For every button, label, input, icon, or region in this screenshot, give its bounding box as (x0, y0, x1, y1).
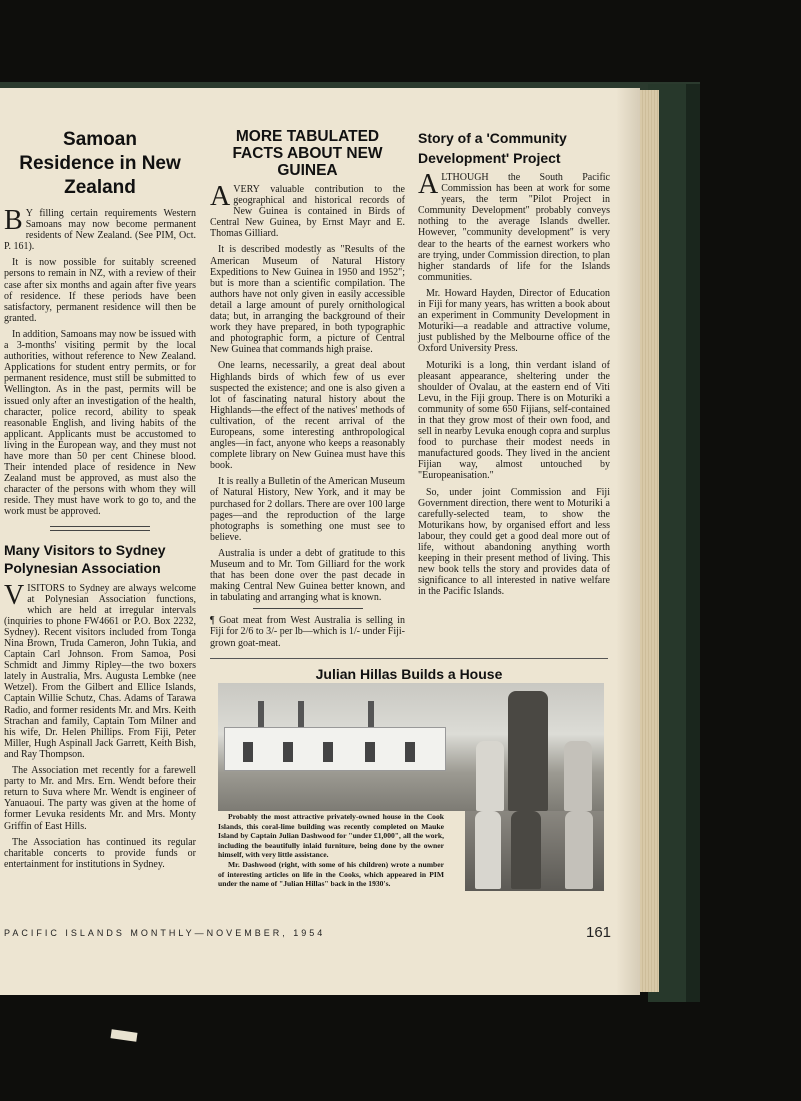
article-paragraph: The Association has continued its regular charitable concerts to provide funds or entertainment for institutions in Sydney. (4, 836, 196, 870)
man-figure (508, 691, 548, 811)
page-edges (637, 90, 659, 992)
caption-paragraph: Probably the most attractive privately-owned house in the Cook Islands, this coral-lime building was recently completed on Mauke Island by Captain Julian Dashwood for "under £1,000", all the work, including the beautifully inlaid furniture, being done by the owner himself, with very little assistance. (218, 812, 444, 860)
page-footer-masthead: PACIFIC ISLANDS MONTHLY—NOVEMBER, 1954 (4, 928, 326, 938)
coral-lime-house (224, 727, 446, 771)
child-figure (564, 741, 592, 811)
section-rule (50, 526, 150, 527)
house-photograph (218, 683, 604, 811)
drop-cap: A (210, 181, 231, 212)
child-figure (475, 811, 501, 889)
article-paragraph: ALTHOUGH the South Pacific Commission has been at work for some years, the term "Pilot Project in Community Development" probably conveys nothing to the average Islands dweller. However, "community development" is very dear to the hearts of the earnest workers who are trying, under Commission direction, to plan higher standards of life for the Islands communities. (418, 169, 610, 283)
headline-tabulated-facts: MORE TABULATED FACTS ABOUT NEW GUINEA (232, 128, 383, 179)
article-paragraph: In addition, Samoans may now be issued with a 3-months' visiting permit by the local authorities, without reference to New Zealand. Applications for student entry permits, or for permanent residence, must still be submitted to Wellington. As in the past, permits will be issued only after an investigation of the health, character, police record, ability to speak reasonable English, and living habits of the applicant. Applicants must be accustomed to living in the European way, and they must not have more than 50 per cent Chinese blood. Their intended place of residence in New Zealand must be approved, as must also the character of the persons with whom they will reside. They must have work to go to, and the work must be approved. (4, 328, 196, 518)
article-paragraph: It is really a Bulletin of the American Museum of Natural History, New York, and it may be purchased for 2 dollars. There are over 100 large pages—and the reproduction of the large photographs is something one must see to believe. (210, 476, 405, 543)
caption-paragraph: Mr. Dashwood (right, with some of his children) wrote a number of interesting articles on life in the Cooks, which appeared in PIM under the name of "Julian Hillas" back in the 1930's. (218, 859, 444, 889)
man-figure (511, 811, 541, 889)
article-paragraph: B Y filling certain requirements Western Samoans may now become permanent residents of New Zealand. (See PIM, Oct. P. 161). (4, 205, 196, 253)
section-divider (210, 658, 608, 659)
goat-meat-note: ¶ Goat meat from West Australia is selling in Fiji for 2/6 to 3/- per lb—which is 1/- under Fiji-grown goat-meat. (210, 615, 405, 649)
drop-cap: V (4, 579, 25, 611)
drop-cap: B (4, 205, 23, 236)
article-paragraph: Moturiki is a long, thin verdant island of pleasant appearance, sheltering under the shoulder of Ovalau, at the eastern end of Viti Levu, in the Fiji group. There is on Moturiki a community of some 650 Fijians, self-contained in that they grow most of their own food, and sell in nearby Levuka enough copra and surplus food to purchase their modest needs in manufactured goods. They lived in the ancient Fijian way, almost untouched by "Europeanisation." (418, 359, 610, 482)
child-figure (476, 741, 504, 811)
column-1 (4, 128, 196, 875)
article-paragraph: It is now possible for suitably screened persons to remain in NZ, with a review of their case after six months and again after five years of residence. If these periods have been satisfactory, permanent residence will then be granted. (4, 257, 196, 324)
article-paragraph: VISITORS to Sydney are always welcome at Polynesian Association functions, which are held at irregular intervals (inquiries to phone FW4661 or P.O. Box 2232, Sydney). Recent visitors included from Tonga Nina Brown, Truda Cameron, John Tukia, and Captain Carl Johnson. From Samoa, Posi Schmidt and Jimmy Ripley—the two boxers lately in Australia, Mrs. Augusta Lembke (nee Wetzel). From the Gilbert and Ellice Islands, Captain Willie Schutz, Chas. Adams of Tarawa Radio, and former residents Mr. and Mrs. Keith Strachan and family, Captain Tom Milner and his wife, Dr. Helen Phillips. From Fiji, Peter Miller, Hugh Aspinall Jack Garrett, Keith Bish, and Ray Thompson. (4, 579, 196, 760)
article-paragraph: The Association met recently for a farewell party to Mr. and Mrs. Ern. Wendt before their return to Suva where Mr. Wendt is engineer of Yanuaoui. The party was given at the home of former Levuka residents Mr. and Mrs. Monty Griffin of East Hills. (4, 765, 196, 832)
section-rule (50, 530, 150, 531)
page-number: 161 (586, 924, 612, 941)
paper-scrap (111, 1029, 138, 1042)
headline-julian-hillas: Julian Hillas Builds a House (315, 666, 503, 682)
article-paragraph: So, under joint Commission and Fiji Government direction, there went to Moturiki a carefully-selected team, to show the Moturikans how, by organised effort and less labour, they could get a good deal more out of life, without abandoning anything worth keeping in their present method of living. This new book tells the story and provides data of significance to all interested in native welfare in the Pacific Islands. (418, 486, 610, 598)
column-3 (418, 128, 610, 602)
photo-caption (218, 812, 444, 889)
child-figure (565, 811, 593, 889)
headline-community-development: Story of a 'Community Development' Project (418, 130, 567, 166)
article-paragraph: Mr. Howard Hayden, Director of Education in Fiji for many years, has written a book about an experiment in Community Development in Moturiki—a readable and attractive volume, just published by the Melbourne office of the Oxford University Press. (418, 287, 610, 355)
column-2 (210, 128, 405, 654)
headline-samoan-residence: Samoan Residence in New Zealand (19, 129, 181, 198)
drop-cap: A (418, 169, 439, 200)
article-paragraph: One learns, necessarily, a great deal about Highlands birds of which few of us ever suspected the existence; and one is also given a lot of fascinating natural history about the Highlands—the effect of the natives' methods of cultivation, of the recent arrival of the Europeans, some interesting anthropological angles—in fact, anyone who keeps a reasonably complete library on New Guinea must have this book. (210, 360, 405, 472)
article-paragraph: Australia is under a debt of gratitude to this Museum and to Mr. Tom Gilliard for the work that has been done over the past decade in making Central New Guinea better known, and in tabulating and arranging what is known. (210, 547, 405, 604)
section-rule (253, 608, 363, 609)
article-paragraph: It is described modestly as "Results of the American Museum of Natural History Expeditions to New Guinea in 1950 and 1952"; but is more than a scientific compilation. The authors have not only given in easily accessible detail a large amount of purely ornithological data; but, in arranging the background of their work they have prepared, in both typographic and photographic form, a picture of Central New Guinea that commands high praise. (210, 244, 405, 356)
family-photograph-lower (465, 811, 604, 891)
headline-many-visitors: Many Visitors to Sydney Polynesian Association (4, 541, 166, 576)
article-paragraph: AVERY valuable contribution to the geographical and historical records of New Guinea is contained in Birds of Central New Guinea, by Ernst Mayr and E. Thomas Gilliard. (210, 181, 405, 240)
